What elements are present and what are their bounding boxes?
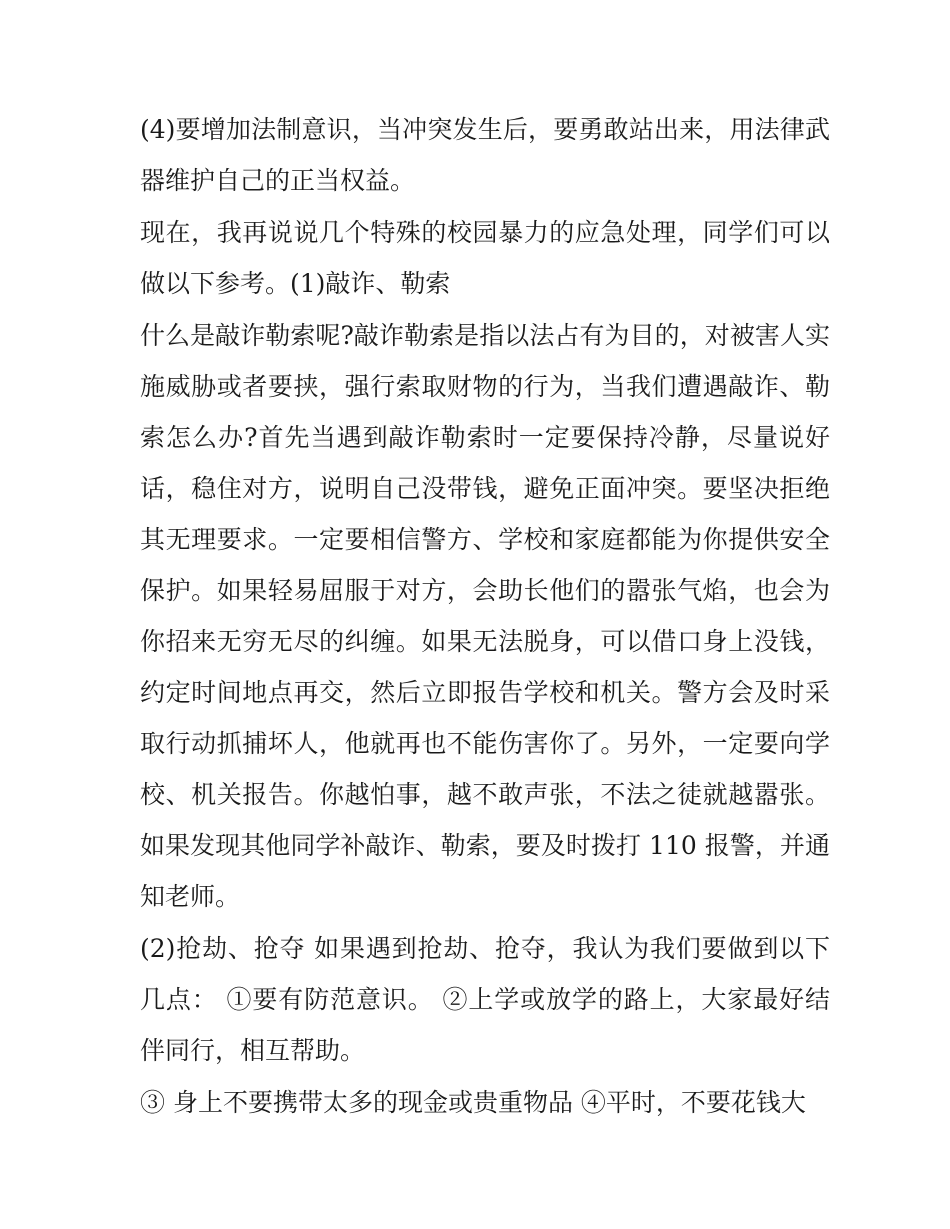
paragraph-robbery-tips: ③ 身上不要携带太多的现金或贵重物品 ④平时，不要花钱大 bbox=[140, 1088, 806, 1117]
document-body bbox=[140, 104, 830, 1128]
paragraph-extortion: 什么是敲诈勒索呢?敲诈勒索是指以法占有为目的，对被害人实施威胁或者要挟，强行索取财物的行为，当我们遭遇敲诈、勒索怎么办?首先当遇到敲诈勒索时一定要保持冷静，尽量说好话，稳住对方，说明自己没带钱，避免正面冲突。要坚决拒绝其无理要求。一定要相信警方、学校和家庭都能为你提供安全保护。如果轻易屈服于对方，会助长他们的嚣张气焰，也会为你招来无穷无尽的纠缠。如果无法脱身，可以借口身上没钱，约定时间地点再交，然后立即报告学校和机关。警方会及时采取行动抓捕坏人，他就再也不能伤害你了。另外，一定要向学校、机关报告。你越怕事，越不敢声张，不法之徒就越嚣张。如果发现其他同学补敲诈、勒索，要及时拨打 110 报警，并通知老师。 bbox=[140, 321, 830, 911]
paragraph-robbery: (2)抢劫、抢夺 如果遇到抢劫、抢夺，我认为我们要做到以下几点： ①要有防范意识。 ②上学或放学的路上，大家最好结伴同行，相互帮助。 bbox=[140, 934, 830, 1065]
paragraph-legal-awareness: (4)要增加法制意识，当冲突发生后，要勇敢站出来，用法律武器维护自己的正当权益。 bbox=[140, 115, 830, 195]
paragraph-emergency-intro: 现在，我再说说几个特殊的校园暴力的应急处理，同学们可以做以下参考。(1)敲诈、勒索 bbox=[140, 218, 830, 298]
